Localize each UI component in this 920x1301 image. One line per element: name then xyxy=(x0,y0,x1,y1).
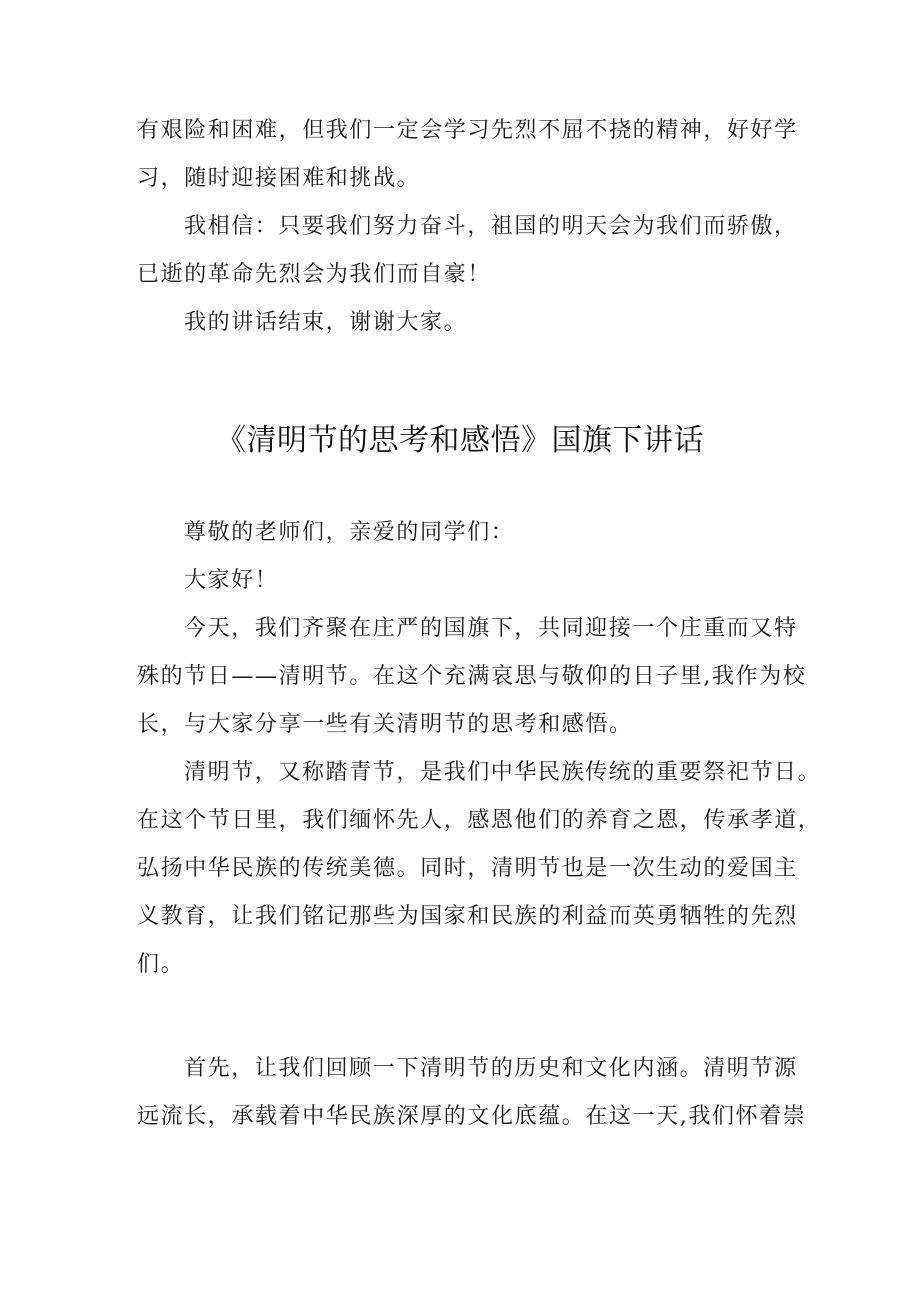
paragraph-line: 在这个节日里，我们缅怀先人，感恩他们的养育之恩，传承孝道， xyxy=(137,808,822,833)
paragraph-line: 弘扬中华民族的传统美德。同时，清明节也是一次生动的爱国主 xyxy=(137,856,798,881)
paragraph-line: 殊的节日——清明节。在这个充满哀思与敬仰的日子里,我作为校 xyxy=(137,664,807,689)
closing-line: 我的讲话结束，谢谢大家。 xyxy=(184,310,468,335)
paragraph-line: 习，随时迎接困难和挑战。 xyxy=(137,166,421,191)
salutation: 尊敬的老师们，亲爱的同学们： xyxy=(184,520,515,545)
paragraph-line: 首先，让我们回顾一下清明节的历史和文化内涵。清明节源 xyxy=(184,1056,798,1081)
paragraph-line: 们。 xyxy=(137,952,185,977)
paragraph-line: 远流长，承载着中华民族深厚的文化底蕴。在这一天,我们怀着崇 xyxy=(137,1104,807,1129)
paragraph-line: 长，与大家分享一些有关清明节的思考和感悟。 xyxy=(137,712,633,737)
greeting: 大家好！ xyxy=(184,568,279,593)
paragraph-line: 已逝的革命先烈会为我们而自豪！ xyxy=(137,262,492,287)
paragraph-line: 有艰险和困难，但我们一定会学习先烈不屈不挠的精神，好好学 xyxy=(137,118,798,143)
paragraph-line: 清明节，又称踏青节，是我们中华民族传统的重要祭祀节日。 xyxy=(184,760,822,785)
paragraph-line: 义教育，让我们铭记那些为国家和民族的利益而英勇牺牲的先烈 xyxy=(137,904,798,929)
paragraph-line: 我相信：只要我们努力奋斗，祖国的明天会为我们而骄傲， xyxy=(184,214,798,239)
speech-title: 《清明节的思考和感悟》国旗下讲话 xyxy=(216,423,704,458)
paragraph-line: 今天，我们齐聚在庄严的国旗下，共同迎接一个庄重而又特 xyxy=(184,616,798,641)
